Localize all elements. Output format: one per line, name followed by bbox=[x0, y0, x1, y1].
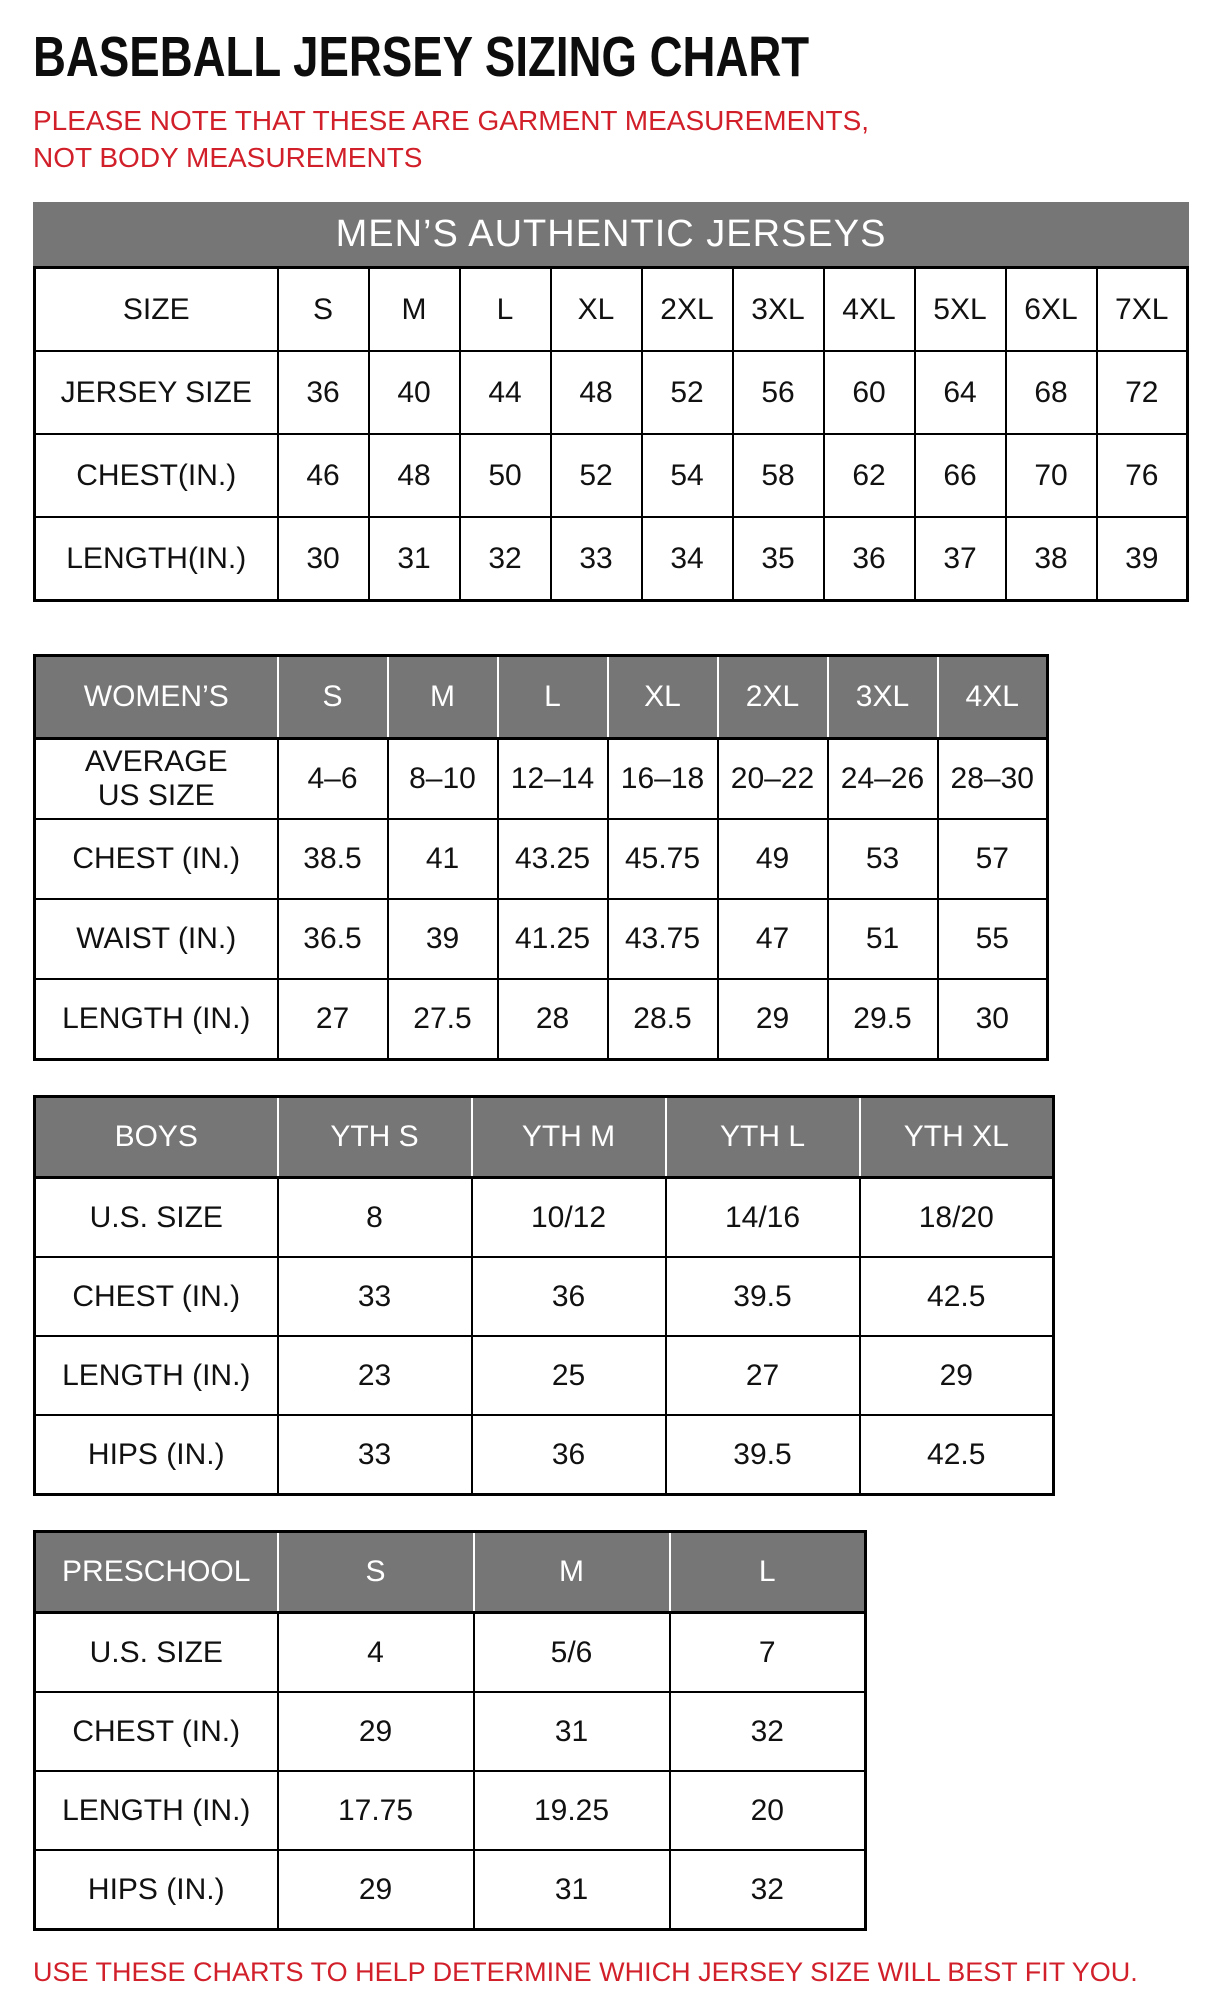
table-row bbox=[35, 1613, 866, 1693]
table-row bbox=[35, 517, 1188, 601]
value-cell: 48 bbox=[551, 351, 642, 434]
table-row bbox=[35, 819, 1048, 899]
value-cell: 29 bbox=[278, 1692, 474, 1771]
row-label: JERSEY SIZE bbox=[35, 351, 278, 434]
value-cell: 14/16 bbox=[666, 1178, 860, 1258]
value-cell: 36.5 bbox=[278, 899, 388, 979]
column-header: L bbox=[498, 656, 608, 739]
value-cell: 8 bbox=[278, 1178, 472, 1258]
value-cell: 33 bbox=[278, 1415, 472, 1495]
value-cell: 6XL bbox=[1006, 268, 1097, 352]
column-header: YTH S bbox=[278, 1097, 472, 1178]
value-cell: 56 bbox=[733, 351, 824, 434]
value-cell: 62 bbox=[824, 434, 915, 517]
value-cell: 10/12 bbox=[472, 1178, 666, 1258]
table-row bbox=[35, 434, 1188, 517]
value-cell: 36 bbox=[472, 1257, 666, 1336]
value-cell: 50 bbox=[460, 434, 551, 517]
value-cell: 43.25 bbox=[498, 819, 608, 899]
value-cell: 70 bbox=[1006, 434, 1097, 517]
value-cell: 48 bbox=[369, 434, 460, 517]
value-cell: S bbox=[278, 268, 369, 352]
value-cell: 76 bbox=[1097, 434, 1188, 517]
value-cell: 33 bbox=[278, 1257, 472, 1336]
column-header: 2XL bbox=[718, 656, 828, 739]
womens-section bbox=[33, 654, 1049, 1061]
row-label-line2: US SIZE bbox=[97, 779, 215, 812]
value-cell: 28–30 bbox=[938, 739, 1048, 820]
value-cell: 32 bbox=[460, 517, 551, 601]
value-cell: 45.75 bbox=[608, 819, 718, 899]
value-cell: 36 bbox=[472, 1415, 666, 1495]
value-cell: 29 bbox=[718, 979, 828, 1060]
value-cell: 43.75 bbox=[608, 899, 718, 979]
row-label: CHEST (IN.) bbox=[35, 819, 278, 899]
value-cell: 4–6 bbox=[278, 739, 388, 820]
value-cell: 2XL bbox=[642, 268, 733, 352]
value-cell: 54 bbox=[642, 434, 733, 517]
table-group-header: PRESCHOOL bbox=[35, 1532, 278, 1613]
value-cell: 34 bbox=[642, 517, 733, 601]
value-cell: 72 bbox=[1097, 351, 1188, 434]
column-header: M bbox=[388, 656, 498, 739]
value-cell: 55 bbox=[938, 899, 1048, 979]
row-label: CHEST (IN.) bbox=[35, 1257, 278, 1336]
value-cell: 37 bbox=[915, 517, 1006, 601]
table-row bbox=[35, 979, 1048, 1060]
value-cell: L bbox=[460, 268, 551, 352]
table-row bbox=[35, 268, 1188, 352]
value-cell: 4XL bbox=[824, 268, 915, 352]
table-row bbox=[35, 1415, 1054, 1495]
value-cell: M bbox=[369, 268, 460, 352]
table-group-header: WOMEN’S bbox=[35, 656, 278, 739]
value-cell: 66 bbox=[915, 434, 1006, 517]
table-row bbox=[35, 739, 1048, 820]
column-header: S bbox=[278, 1532, 474, 1613]
value-cell: 36 bbox=[824, 517, 915, 601]
value-cell: 39.5 bbox=[666, 1415, 860, 1495]
value-cell: 18/20 bbox=[860, 1178, 1054, 1258]
column-header: L bbox=[670, 1532, 866, 1613]
value-cell: 19.25 bbox=[474, 1771, 670, 1850]
boys-table bbox=[33, 1095, 1055, 1496]
value-cell: 3XL bbox=[733, 268, 824, 352]
value-cell: 49 bbox=[718, 819, 828, 899]
value-cell: 12–14 bbox=[498, 739, 608, 820]
value-cell: 52 bbox=[551, 434, 642, 517]
value-cell: 33 bbox=[551, 517, 642, 601]
row-label: LENGTH(IN.) bbox=[35, 517, 278, 601]
value-cell: 20 bbox=[670, 1771, 866, 1850]
value-cell: 30 bbox=[938, 979, 1048, 1060]
value-cell: 28 bbox=[498, 979, 608, 1060]
value-cell: 64 bbox=[915, 351, 1006, 434]
value-cell: 57 bbox=[938, 819, 1048, 899]
value-cell: 42.5 bbox=[860, 1415, 1054, 1495]
footer-note: USE THESE CHARTS TO HELP DETERMINE WHICH JERSEY SIZE WILL BEST FIT YOU. bbox=[33, 1957, 1138, 1987]
column-header: 3XL bbox=[828, 656, 938, 739]
table-header-row bbox=[35, 1532, 866, 1613]
value-cell: 52 bbox=[642, 351, 733, 434]
table-header-row bbox=[35, 656, 1048, 739]
row-label: LENGTH (IN.) bbox=[35, 1336, 278, 1415]
value-cell: 31 bbox=[474, 1850, 670, 1930]
value-cell: 41.25 bbox=[498, 899, 608, 979]
value-cell: 7XL bbox=[1097, 268, 1188, 352]
value-cell: 35 bbox=[733, 517, 824, 601]
value-cell: 32 bbox=[670, 1850, 866, 1930]
value-cell: 39 bbox=[1097, 517, 1188, 601]
row-label: SIZE bbox=[35, 268, 278, 352]
boys-section bbox=[33, 1095, 1055, 1496]
mens-table bbox=[33, 266, 1189, 602]
value-cell: 29 bbox=[278, 1850, 474, 1930]
table-row bbox=[35, 1692, 866, 1771]
row-label: CHEST (IN.) bbox=[35, 1692, 278, 1771]
value-cell: 16–18 bbox=[608, 739, 718, 820]
column-header: YTH XL bbox=[860, 1097, 1054, 1178]
value-cell: 20–22 bbox=[718, 739, 828, 820]
column-header: 4XL bbox=[938, 656, 1048, 739]
value-cell: 31 bbox=[474, 1692, 670, 1771]
row-label: CHEST(IN.) bbox=[35, 434, 278, 517]
value-cell: 4 bbox=[278, 1613, 474, 1693]
value-cell: 36 bbox=[278, 351, 369, 434]
value-cell: 40 bbox=[369, 351, 460, 434]
value-cell: 46 bbox=[278, 434, 369, 517]
value-cell: 42.5 bbox=[860, 1257, 1054, 1336]
value-cell: 24–26 bbox=[828, 739, 938, 820]
value-cell: 27.5 bbox=[388, 979, 498, 1060]
row-label: U.S. SIZE bbox=[35, 1178, 278, 1258]
value-cell: 5/6 bbox=[474, 1613, 670, 1693]
table-row bbox=[35, 1771, 866, 1850]
value-cell: 32 bbox=[670, 1692, 866, 1771]
value-cell: 8–10 bbox=[388, 739, 498, 820]
row-label: HIPS (IN.) bbox=[35, 1850, 278, 1930]
value-cell: 39.5 bbox=[666, 1257, 860, 1336]
column-header: S bbox=[278, 656, 388, 739]
table-header-row bbox=[35, 1097, 1054, 1178]
table-row bbox=[35, 1336, 1054, 1415]
table-row bbox=[35, 351, 1188, 434]
value-cell: 41 bbox=[388, 819, 498, 899]
table-row bbox=[35, 1257, 1054, 1336]
row-label bbox=[35, 739, 278, 820]
value-cell: 58 bbox=[733, 434, 824, 517]
column-header: YTH L bbox=[666, 1097, 860, 1178]
value-cell: 60 bbox=[824, 351, 915, 434]
row-label: HIPS (IN.) bbox=[35, 1415, 278, 1495]
column-header: XL bbox=[608, 656, 718, 739]
mens-table-banner: MEN’S AUTHENTIC JERSEYS bbox=[33, 202, 1189, 266]
value-cell: 29 bbox=[860, 1336, 1054, 1415]
table-group-header: BOYS bbox=[35, 1097, 278, 1178]
row-label-line1: AVERAGE bbox=[84, 745, 228, 778]
value-cell: 25 bbox=[472, 1336, 666, 1415]
garment-note: PLEASE NOTE THAT THESE ARE GARMENT MEASUREMENTS, NOT BODY MEASUREMENTS bbox=[33, 105, 870, 173]
preschool-table bbox=[33, 1530, 867, 1931]
value-cell: 29.5 bbox=[828, 979, 938, 1060]
value-cell: 38 bbox=[1006, 517, 1097, 601]
womens-table bbox=[33, 654, 1049, 1061]
row-label: U.S. SIZE bbox=[35, 1613, 278, 1693]
value-cell: 53 bbox=[828, 819, 938, 899]
value-cell: 27 bbox=[278, 979, 388, 1060]
value-cell: 47 bbox=[718, 899, 828, 979]
value-cell: 30 bbox=[278, 517, 369, 601]
value-cell: 68 bbox=[1006, 351, 1097, 434]
value-cell: 39 bbox=[388, 899, 498, 979]
mens-section bbox=[33, 202, 1189, 602]
table-row bbox=[35, 1850, 866, 1930]
value-cell: 31 bbox=[369, 517, 460, 601]
value-cell: 7 bbox=[670, 1613, 866, 1693]
value-cell: XL bbox=[551, 268, 642, 352]
row-label: LENGTH (IN.) bbox=[35, 1771, 278, 1850]
value-cell: 5XL bbox=[915, 268, 1006, 352]
value-cell: 17.75 bbox=[278, 1771, 474, 1850]
value-cell: 28.5 bbox=[608, 979, 718, 1060]
column-header: YTH M bbox=[472, 1097, 666, 1178]
value-cell: 51 bbox=[828, 899, 938, 979]
table-row bbox=[35, 1178, 1054, 1258]
value-cell: 38.5 bbox=[278, 819, 388, 899]
preschool-section bbox=[33, 1530, 867, 1931]
value-cell: 44 bbox=[460, 351, 551, 434]
table-row bbox=[35, 899, 1048, 979]
page-title: BASEBALL JERSEY SIZING CHART bbox=[33, 25, 810, 89]
value-cell: 23 bbox=[278, 1336, 472, 1415]
row-label: LENGTH (IN.) bbox=[35, 979, 278, 1060]
row-label: WAIST (IN.) bbox=[35, 899, 278, 979]
value-cell: 27 bbox=[666, 1336, 860, 1415]
column-header: M bbox=[474, 1532, 670, 1613]
